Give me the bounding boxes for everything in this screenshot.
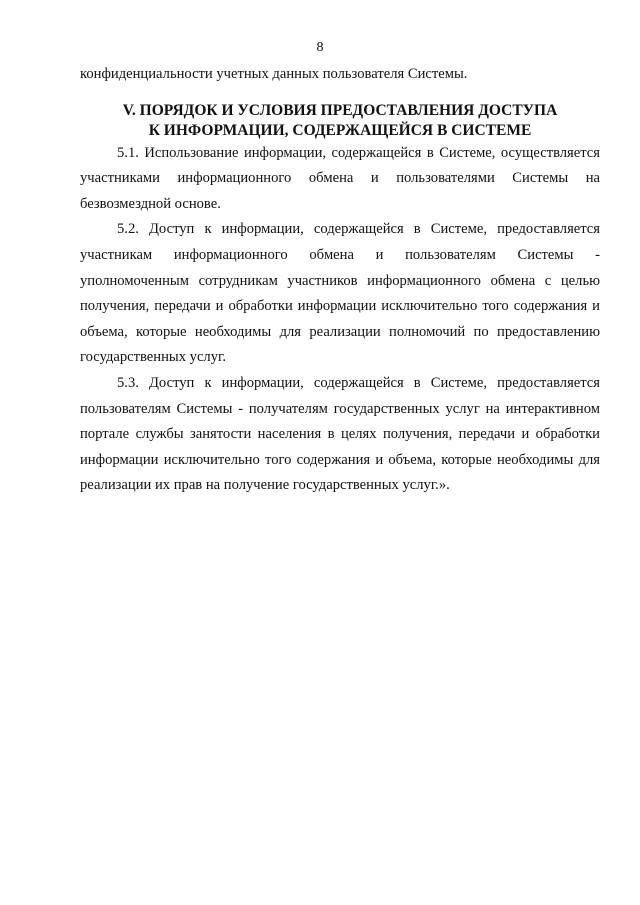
page-number: 8 — [316, 40, 324, 55]
carry-over-text: конфиденциальности учетных данных пользователя Системы. — [80, 66, 468, 82]
paragraph-5-2: 5.2. Доступ к информации, содержащейся в Системе, предоставляется участникам информационного обмена и пользователям Системы - уполномоченным сотрудникам участников информационного обмена с целью получения, передачи и обработки информации исключительно того содержания и объема, которые необходимы для реализации полномочий по предоставлению государственных услуг. — [80, 221, 600, 366]
section-heading-line-1: V. ПОРЯДОК И УСЛОВИЯ ПРЕДОСТАВЛЕНИЯ ДОСТУПА — [122, 101, 558, 119]
section-heading — [80, 101, 600, 141]
paragraph-5-3: 5.3. Доступ к информации, содержащейся в Системе, предоставляется пользователям Системы - получателям государственных услуг на интерактивном портале службы занятости населения в целях получения, передачи и обработки информации исключительно того содержания и объема, которые необходимы для реализации их прав на получение государственных услуг.». — [80, 374, 600, 494]
paragraph-5-1: 5.1. Использование информации, содержащейся в Системе, осуществляется участниками информационного обмена и пользователями Системы на безвозмездной основе. — [80, 144, 600, 212]
section-heading-line-2: К ИНФОРМАЦИИ, СОДЕРЖАЩЕЙСЯ В СИСТЕМЕ — [148, 121, 532, 139]
document-body — [80, 62, 600, 499]
